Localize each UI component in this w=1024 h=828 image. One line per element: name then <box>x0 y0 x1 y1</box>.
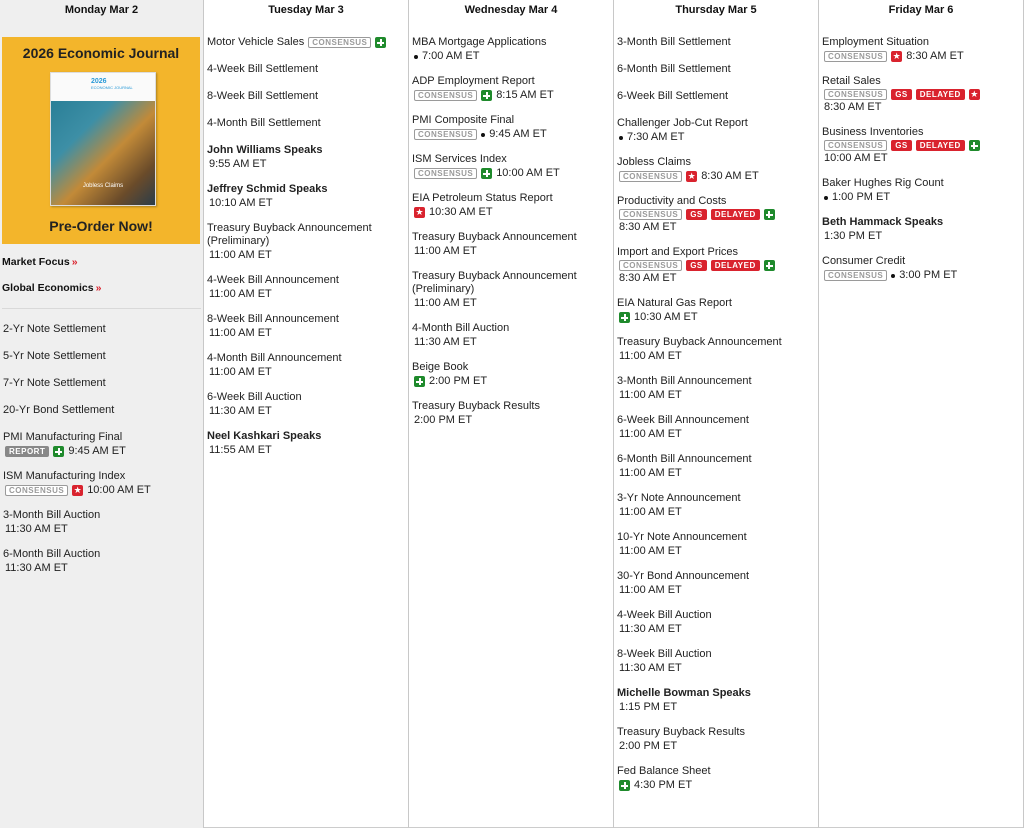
event-name: Treasury Buyback Results <box>617 726 745 738</box>
event-name: Employment Situation <box>822 36 929 48</box>
event-time: 11:00 AM ET <box>414 297 477 309</box>
event-name: Baker Hughes Rig Count <box>822 177 944 189</box>
delayed-badge: DELAYED <box>916 89 965 100</box>
event-name: 10-Yr Note Announcement <box>617 531 747 543</box>
event-item[interactable] <box>617 246 815 285</box>
add-calendar-icon[interactable] <box>481 90 492 101</box>
event-time: 7:30 AM ET <box>627 131 685 143</box>
consensus-badge[interactable]: CONSENSUS <box>619 209 682 220</box>
delayed-badge: DELAYED <box>916 140 965 151</box>
event-time: 9:45 AM ET <box>489 128 547 140</box>
event-list-wednesday <box>409 22 613 427</box>
event-meta <box>617 221 815 234</box>
divider <box>2 308 201 309</box>
add-calendar-icon[interactable] <box>414 376 425 387</box>
event-time: 11:00 AM ET <box>209 288 272 300</box>
bullet-icon <box>414 55 418 59</box>
event-meta <box>617 740 815 753</box>
event-time: 11:00 AM ET <box>209 366 272 378</box>
event-meta <box>412 128 610 141</box>
gs-badge[interactable]: GS <box>686 209 707 220</box>
event-time: 9:55 AM ET <box>209 158 267 170</box>
event-item[interactable] <box>822 36 1020 63</box>
event-meta <box>617 389 815 402</box>
event-meta <box>617 131 815 144</box>
event-time: 8:30 AM ET <box>906 50 964 62</box>
book-cover-image <box>50 72 156 206</box>
consensus-badge[interactable]: CONSENSUS <box>619 260 682 271</box>
delayed-badge: DELAYED <box>711 260 760 271</box>
event-name: EIA Natural Gas Report <box>617 297 732 309</box>
consensus-badge[interactable]: CONSENSUS <box>414 90 477 101</box>
event-meta <box>207 197 405 210</box>
event-meta <box>617 662 815 675</box>
event-name: 2-Yr Note Settlement <box>3 323 106 335</box>
chevron-right-icon: » <box>71 256 78 268</box>
event-time: 10:00 AM ET <box>87 484 151 496</box>
event-time: 2:00 PM ET <box>619 740 678 752</box>
event-meta <box>412 336 610 349</box>
event-name: Treasury Buyback Announcement (Preliminary) <box>207 222 372 247</box>
event-name: 4-Week Bill Settlement <box>207 63 319 75</box>
event-time: 11:30 AM ET <box>5 562 68 574</box>
bullet-icon <box>891 274 895 278</box>
event-item[interactable] <box>822 216 1020 243</box>
gs-badge[interactable]: GS <box>891 89 912 100</box>
event-meta <box>412 89 610 102</box>
bullet-icon <box>481 133 485 137</box>
event-meta <box>412 50 610 63</box>
event-item[interactable] <box>3 470 200 497</box>
consensus-badge[interactable]: CONSENSUS <box>824 270 887 281</box>
event-item[interactable] <box>207 36 405 49</box>
event-time: 2:00 PM ET <box>414 414 473 426</box>
event-time: 11:55 AM ET <box>209 444 272 456</box>
event-name: 6-Week Bill Settlement <box>617 90 729 102</box>
day-column-thursday <box>614 0 819 828</box>
event-item[interactable] <box>412 75 610 102</box>
event-name: 4-Month Bill Settlement <box>207 117 321 129</box>
event-meta <box>617 209 815 220</box>
event-name: 3-Month Bill Auction <box>3 509 101 521</box>
book-art-label: Jobless Claims <box>82 183 124 189</box>
event-meta <box>412 297 610 310</box>
event-item[interactable] <box>822 177 1020 204</box>
event-meta <box>617 701 815 714</box>
event-name: Beige Book <box>412 361 469 373</box>
add-calendar-icon[interactable] <box>481 168 492 179</box>
event-item[interactable] <box>412 400 610 427</box>
event-item[interactable] <box>3 404 200 417</box>
event-list-thursday <box>614 22 818 792</box>
event-meta <box>617 350 815 363</box>
event-item[interactable] <box>207 352 405 379</box>
event-item[interactable] <box>207 90 405 103</box>
event-meta <box>617 467 815 480</box>
event-name: 6-Month Bill Auction <box>3 548 101 560</box>
event-name: Jeffrey Schmid Speaks <box>207 183 328 195</box>
star-icon[interactable]: ★ <box>415 207 424 217</box>
event-name: 3-Month Bill Announcement <box>617 375 752 387</box>
event-time: 11:30 AM ET <box>619 623 682 635</box>
event-item[interactable] <box>207 430 405 457</box>
event-item[interactable] <box>617 648 815 675</box>
event-name: Neel Kashkari Speaks <box>207 430 322 442</box>
event-time: 8:15 AM ET <box>496 89 554 101</box>
event-item[interactable] <box>822 75 1020 114</box>
consensus-badge[interactable]: CONSENSUS <box>824 140 887 151</box>
event-meta <box>617 272 815 285</box>
event-item[interactable] <box>207 63 405 76</box>
consensus-badge[interactable]: CONSENSUS <box>824 51 887 62</box>
book-sub-text: ECONOMIC JOURNAL <box>91 85 133 90</box>
event-name: 3-Month Bill Settlement <box>617 36 731 48</box>
event-meta <box>412 167 610 180</box>
event-meta <box>822 89 1020 100</box>
event-meta <box>617 779 815 792</box>
event-item[interactable] <box>3 509 200 536</box>
event-item[interactable] <box>412 322 610 349</box>
event-item[interactable] <box>207 391 405 418</box>
event-name: Retail Sales <box>822 75 881 87</box>
star-icon[interactable]: ★ <box>892 51 901 61</box>
day-header-thursday: Thursday Mar 5 <box>675 4 757 16</box>
event-item[interactable] <box>617 531 815 558</box>
event-item[interactable] <box>207 144 405 171</box>
event-item[interactable] <box>207 222 405 262</box>
event-item[interactable] <box>617 336 815 363</box>
event-time: 11:30 AM ET <box>619 662 682 674</box>
event-name: 6-Week Bill Auction <box>207 391 302 403</box>
event-meta <box>412 245 610 258</box>
event-time: 11:00 AM ET <box>619 350 682 362</box>
event-time: 8:30 AM ET <box>619 221 677 233</box>
event-item[interactable] <box>3 431 200 458</box>
event-item[interactable] <box>617 195 815 234</box>
event-meta <box>207 158 405 171</box>
event-item[interactable] <box>207 313 405 340</box>
event-item[interactable] <box>412 153 610 180</box>
day-column-wednesday <box>409 0 614 828</box>
event-name: 4-Week Bill Auction <box>617 609 712 621</box>
event-item[interactable] <box>617 63 815 76</box>
event-name: 8-Week Bill Auction <box>617 648 712 660</box>
event-name: Business Inventories <box>822 126 924 138</box>
event-meta <box>617 506 815 519</box>
event-meta <box>822 230 1020 243</box>
event-name: Michelle Bowman Speaks <box>617 687 751 699</box>
event-time: 8:30 AM ET <box>824 101 882 113</box>
event-time: 8:30 AM ET <box>619 272 677 284</box>
event-item[interactable] <box>617 492 815 519</box>
market-focus-link[interactable] <box>2 256 201 268</box>
event-meta <box>207 288 405 301</box>
global-economics-label: Global Economics <box>2 282 94 294</box>
event-meta <box>617 545 815 558</box>
add-calendar-icon[interactable] <box>764 209 775 220</box>
day-header-friday: Friday Mar 6 <box>888 4 954 16</box>
event-name: 5-Yr Note Settlement <box>3 350 106 362</box>
event-meta <box>822 50 1020 63</box>
event-name: Beth Hammack Speaks <box>822 216 944 228</box>
event-meta <box>617 260 815 271</box>
event-time: 11:30 AM ET <box>5 523 68 535</box>
report-badge[interactable]: REPORT <box>5 446 49 457</box>
event-item[interactable] <box>207 183 405 210</box>
day-header-wednesday: Wednesday Mar 4 <box>464 4 558 16</box>
event-name: Challenger Job-Cut Report <box>617 117 748 129</box>
day-column-friday <box>819 0 1024 828</box>
event-name: ISM Manufacturing Index <box>3 470 126 482</box>
consensus-badge[interactable]: CONSENSUS <box>308 37 371 48</box>
event-name: John Williams Speaks <box>207 144 323 156</box>
event-name: 8-Week Bill Settlement <box>207 90 319 102</box>
event-time: 11:00 AM ET <box>619 506 682 518</box>
bullet-icon <box>824 196 828 200</box>
event-time: 10:30 AM ET <box>634 311 698 323</box>
event-name: MBA Mortgage Applications <box>412 36 547 48</box>
chevron-right-icon: » <box>95 282 102 294</box>
event-list-tuesday <box>204 22 408 457</box>
event-meta <box>207 327 405 340</box>
consensus-badge[interactable]: CONSENSUS <box>414 168 477 179</box>
add-calendar-icon[interactable] <box>375 37 386 48</box>
event-item[interactable] <box>822 126 1020 165</box>
event-item[interactable] <box>207 117 405 130</box>
event-time: 11:30 AM ET <box>209 405 272 417</box>
event-meta <box>617 311 815 324</box>
star-icon[interactable]: ★ <box>970 89 979 99</box>
add-calendar-icon[interactable] <box>764 260 775 271</box>
event-name: Jobless Claims <box>617 156 691 168</box>
event-time: 11:00 AM ET <box>619 428 682 440</box>
event-list-friday <box>819 22 1023 282</box>
event-meta <box>3 562 200 575</box>
consensus-badge[interactable]: CONSENSUS <box>5 485 68 496</box>
gs-badge[interactable]: GS <box>891 140 912 151</box>
event-time: 2:00 PM ET <box>429 375 488 387</box>
event-item[interactable] <box>412 114 610 141</box>
event-meta <box>617 170 815 183</box>
event-time: 11:00 AM ET <box>209 327 272 339</box>
event-time: 1:15 PM ET <box>619 701 678 713</box>
event-time: 10:00 AM ET <box>496 167 560 179</box>
event-meta <box>207 366 405 379</box>
event-name: ADP Employment Report <box>412 75 535 87</box>
day-header-monday: Monday Mar 2 <box>64 4 139 16</box>
event-name: Import and Export Prices <box>617 246 739 258</box>
consensus-badge[interactable]: CONSENSUS <box>824 89 887 100</box>
event-name: 20-Yr Bond Settlement <box>3 404 115 416</box>
event-time: 7:00 AM ET <box>422 50 480 62</box>
event-meta <box>3 523 200 536</box>
event-name: 3-Yr Note Announcement <box>617 492 741 504</box>
event-name: Treasury Buyback Announcement (Preliminary) <box>412 270 577 295</box>
event-item[interactable] <box>617 297 815 324</box>
event-meta <box>207 405 405 418</box>
event-name: Treasury Buyback Results <box>412 400 540 412</box>
event-name: PMI Manufacturing Final <box>3 431 123 443</box>
side-links <box>0 244 203 294</box>
event-time: 11:00 AM ET <box>619 545 682 557</box>
event-time: 1:00 PM ET <box>832 191 891 203</box>
day-column-monday <box>0 0 204 828</box>
event-meta <box>617 584 815 597</box>
event-name: Consumer Credit <box>822 255 906 267</box>
day-header-tuesday: Tuesday Mar 3 <box>268 4 344 16</box>
event-meta <box>822 269 1020 282</box>
event-time: 11:30 AM ET <box>414 336 477 348</box>
event-item[interactable] <box>617 765 815 792</box>
delayed-badge: DELAYED <box>711 209 760 220</box>
event-item[interactable] <box>822 255 1020 282</box>
event-time: 9:45 AM ET <box>68 445 126 457</box>
event-time: 1:30 PM ET <box>824 230 883 242</box>
add-calendar-icon[interactable] <box>619 312 630 323</box>
promo-banner[interactable] <box>2 37 200 244</box>
event-name: 4-Week Bill Announcement <box>207 274 339 286</box>
event-meta <box>3 445 200 458</box>
event-name: EIA Petroleum Status Report <box>412 192 553 204</box>
event-meta <box>412 206 610 219</box>
global-economics-link[interactable] <box>2 282 201 294</box>
event-item[interactable] <box>3 323 200 336</box>
event-name: 6-Week Bill Announcement <box>617 414 749 426</box>
event-meta <box>3 484 200 497</box>
event-name: Treasury Buyback Announcement <box>412 231 577 243</box>
event-time: 8:30 AM ET <box>701 170 759 182</box>
book-art <box>51 101 155 205</box>
event-item[interactable] <box>617 609 815 636</box>
event-meta <box>822 101 1020 114</box>
event-item[interactable] <box>412 361 610 388</box>
preorder-button[interactable]: Pre-Order Now! <box>49 218 153 234</box>
event-time: 3:00 PM ET <box>899 269 958 281</box>
event-item[interactable] <box>3 350 200 363</box>
day-column-tuesday <box>204 0 409 828</box>
event-name: 7-Yr Note Settlement <box>3 377 106 389</box>
event-time: 10:10 AM ET <box>209 197 273 209</box>
event-item[interactable] <box>412 231 610 258</box>
add-calendar-icon[interactable] <box>53 446 64 457</box>
event-item[interactable] <box>412 270 610 310</box>
event-meta <box>412 375 610 388</box>
star-icon[interactable]: ★ <box>687 171 696 181</box>
event-name: ISM Services Index <box>412 153 507 165</box>
event-list-monday <box>0 323 203 575</box>
event-time: 10:30 AM ET <box>429 206 493 218</box>
event-time: 11:00 AM ET <box>209 249 272 261</box>
star-icon[interactable]: ★ <box>73 485 82 495</box>
event-meta <box>207 249 405 262</box>
event-meta <box>822 191 1020 204</box>
promo-title: 2026 Economic Journal <box>22 45 180 61</box>
event-meta <box>822 140 1020 151</box>
event-item[interactable] <box>617 570 815 597</box>
event-time: 10:00 AM ET <box>824 152 888 164</box>
event-meta <box>207 444 405 457</box>
event-item[interactable] <box>617 414 815 441</box>
event-time: 11:00 AM ET <box>619 584 682 596</box>
consensus-badge[interactable]: CONSENSUS <box>414 129 477 140</box>
event-name: Fed Balance Sheet <box>617 765 711 777</box>
market-focus-label: Market Focus <box>2 256 70 268</box>
event-name: 4-Month Bill Auction <box>412 322 510 334</box>
event-item[interactable] <box>207 274 405 301</box>
event-name: Productivity and Costs <box>617 195 727 207</box>
event-meta <box>822 152 1020 165</box>
add-calendar-icon[interactable] <box>969 140 980 151</box>
gs-badge[interactable]: GS <box>686 260 707 271</box>
event-name: 8-Week Bill Announcement <box>207 313 339 325</box>
event-item[interactable] <box>617 90 815 103</box>
event-time: 4:30 PM ET <box>634 779 693 791</box>
event-name: 4-Month Bill Announcement <box>207 352 342 364</box>
event-item[interactable] <box>617 453 815 480</box>
event-time: 11:00 AM ET <box>414 245 477 257</box>
event-name: Motor Vehicle Sales <box>207 36 305 48</box>
event-time: 11:00 AM ET <box>619 389 682 401</box>
event-item[interactable] <box>412 36 610 63</box>
event-item[interactable] <box>412 192 610 219</box>
event-name: 30-Yr Bond Announcement <box>617 570 750 582</box>
event-item[interactable] <box>617 726 815 753</box>
bullet-icon <box>619 136 623 140</box>
event-meta <box>412 414 610 427</box>
event-time: 11:00 AM ET <box>619 467 682 479</box>
add-calendar-icon[interactable] <box>619 780 630 791</box>
event-item[interactable] <box>617 156 815 183</box>
event-item[interactable] <box>617 687 815 714</box>
consensus-badge[interactable]: CONSENSUS <box>619 171 682 182</box>
book-logo-text: 2026 <box>91 78 107 85</box>
event-name: PMI Composite Final <box>412 114 515 126</box>
event-item[interactable] <box>617 36 815 49</box>
event-item[interactable] <box>3 548 200 575</box>
event-name: 6-Month Bill Announcement <box>617 453 752 465</box>
event-item[interactable] <box>617 117 815 144</box>
event-name: 6-Month Bill Settlement <box>617 63 731 75</box>
event-item[interactable] <box>3 377 200 390</box>
event-item[interactable] <box>617 375 815 402</box>
event-name: Treasury Buyback Announcement <box>617 336 782 348</box>
event-row <box>207 36 405 49</box>
event-meta <box>617 428 815 441</box>
event-meta <box>617 623 815 636</box>
